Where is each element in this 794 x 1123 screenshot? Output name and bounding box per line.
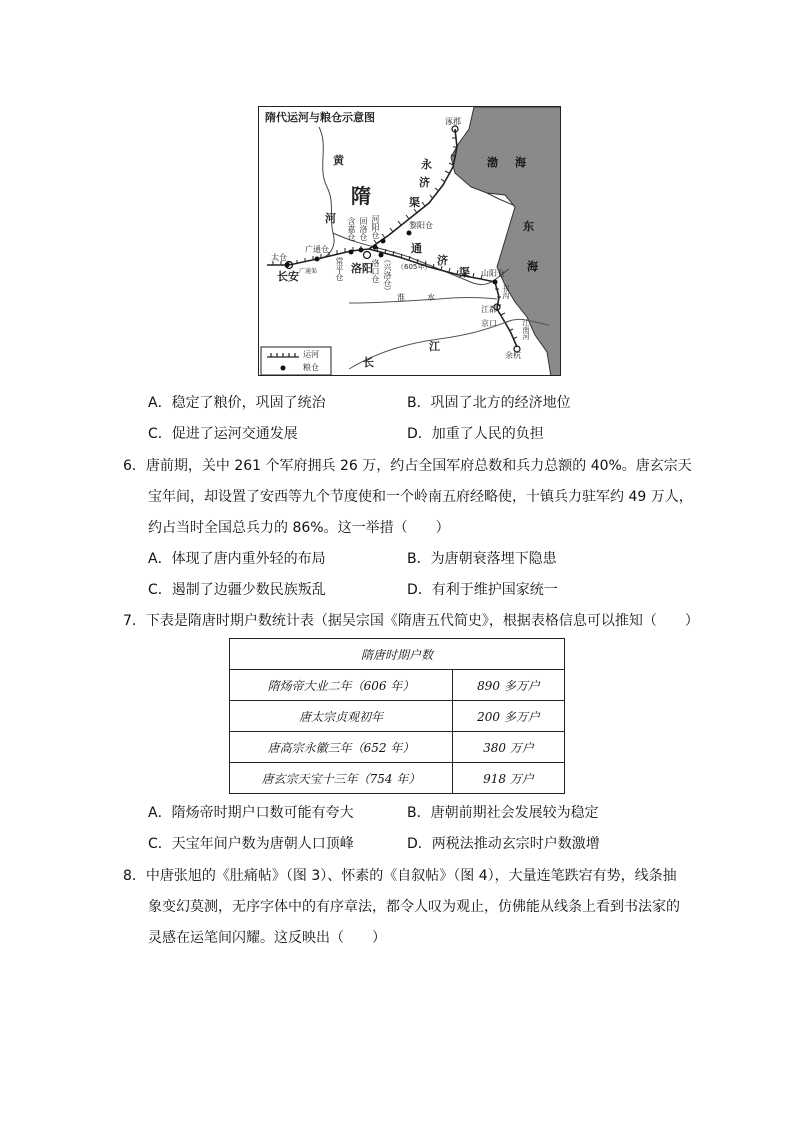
map-label-he: 河 [325,212,336,225]
option-text: 促进了运河交通发展 [171,426,298,442]
map-label-qu1: 渠 [409,196,420,209]
table-cell-period: 唐太宗贞观初年 [230,701,453,732]
map-label-year605: （605年） [397,263,432,271]
map-label-luoyang: 洛阳 [351,262,373,275]
option-letter: C． [148,836,172,852]
option-letter: B． [407,551,431,567]
map-label-huang: 黄 [333,154,344,167]
table-row [230,701,565,732]
table-cell-households: 890 多万户 [453,670,565,701]
option-text: 遏制了边疆少数民族叛乱 [171,582,326,598]
map-label-hangou: 邗沟 [502,285,510,299]
map-label-jiangnanhe: 江南河 [522,319,530,340]
table-cell-households: 918 万户 [453,763,565,794]
table-cell-households: 200 多万户 [453,701,565,732]
table-cell-households: 380 万户 [453,732,565,763]
option-text: 有利于维护国家统一 [431,582,558,598]
q5-option-b [407,393,571,413]
map-label-tong: 通 [411,242,422,255]
granary-liyang [407,231,412,236]
table-row [230,732,565,763]
q7-option-d [407,834,600,854]
table-cell-period: 隋炀帝大业二年（606 年） [230,670,453,701]
option-text: 稳定了粮价，巩固了统治 [171,395,326,411]
map-label-jiang: 江 [429,340,440,353]
q6-option-d [407,580,558,600]
city-luoyang [364,252,371,259]
q7-stem: 7．下表是隋唐时期户数统计表（据吴宗国《隋唐五代简史》，根据表格信息可以推知（ ） [123,613,699,629]
option-text: 体现了唐内重外轻的布局 [171,551,326,567]
map-label-guangtongqu: 广通渠 [299,268,318,275]
q6-stem-line3: 约占当时全国总兵力的 86%。这一举措（ ） [148,520,450,536]
legend-granary-symbol [281,366,286,371]
table-header: 隋唐时期户数 [230,639,565,670]
map-label-qu2: 渠 [459,266,470,279]
option-text: 天宝年间户数为唐朝人口顶峰 [171,836,354,852]
map-title: 隋代运河与粮仓示意图 [265,111,375,124]
yangtze-river [349,319,549,369]
q8-stem-line1: 8．中唐张旭的《肚痛帖》（图 3）、怀素的《自叙帖》（图 4），大量连笔跌宕有势，线条抽 [123,868,677,884]
option-text: 为唐朝衰落埋下隐患 [430,551,557,567]
map-label-donghai-hai: 海 [527,260,538,273]
granary-hanjia [359,248,364,253]
option-text: 加重了人民的负担 [431,426,544,442]
table-cell-period: 唐高宗永徽三年（652 年） [230,732,453,763]
sea-area [451,107,561,376]
table-row [230,670,565,701]
option-letter: C． [148,582,172,598]
q5-option-c [148,424,298,444]
granary-huiluo [373,245,378,250]
map-label-bo: 渤 [487,156,498,169]
map-label-shui: 水 [427,293,435,302]
household-statistics-table [229,638,565,794]
q6-option-c [148,580,326,600]
map-label-liyangcang: 黎阳仓 [409,221,433,230]
table-cell-period: 唐玄宗天宝十三年（754 年） [230,763,453,794]
map-label-huai: 淮 [397,293,405,302]
granary-changping [349,250,354,255]
q7-option-c [148,834,354,854]
legend-canal-label: 运河 [303,350,319,359]
map-label-ji2: 济 [437,254,448,267]
option-text: 唐朝前期社会发展较为稳定 [430,805,599,821]
option-letter: D． [407,582,432,598]
option-letter: A． [148,395,172,411]
map-label-changan: 长安 [277,270,299,283]
map-label-chang: 长 [363,356,374,369]
map-label-zhuojun: 涿郡 [445,117,461,126]
legend-granary-label: 粮仓 [303,363,319,372]
map-label-ji1: 济 [419,176,430,189]
option-letter: A． [148,805,172,821]
map-graphic [259,107,561,376]
map-label-hanjiacang: 含嘉仓 [347,217,356,241]
q5-option-a [148,393,326,413]
map-label-taicang: 太仓 [271,253,287,262]
q6-stem-line1: 6．唐前期，关中 261 个军府拥兵 26 万，约占全国军府总数和兵力总额的 40%。唐玄宗天 [123,458,692,474]
canal-granary-map [258,106,561,376]
map-label-jingkou: 京口 [481,319,497,328]
table-header-row [230,639,565,670]
map-label-changpingcang: 常平仓 [335,257,344,281]
map-label-shanyangcang: 山阳仓 [481,269,505,278]
option-text: 两税法推动玄宗时户数激增 [431,836,600,852]
map-label-guangtongcang: 广通仓 [305,245,329,254]
map-label-xingluocang: （兴洛仓） [383,255,392,295]
option-text: 巩固了北方的经济地位 [430,395,571,411]
map-label-huiluocang: 回洛仓 [359,217,368,241]
option-letter: B． [407,395,431,411]
granary-guangtong [315,257,320,262]
map-label-jiangdu: 江都 [481,305,497,314]
map-label-yong: 永 [421,158,432,171]
q6-stem-line2: 宝年间，却设置了安西等九个节度使和一个岭南五府经略使，十镇兵力驻军约 49 万人， [148,489,693,505]
map-label-bohai-hai: 海 [515,156,526,169]
q8-stem-line2: 象变幻莫测，无序字体中的有序章法，都令人叹为观止，仿佛能从线条上看到书法家的 [148,899,680,915]
map-label-yuhang: 余杭 [505,351,521,360]
q7-option-b [407,803,599,823]
map-label-luokoucang: 洛口仓 [371,259,380,283]
option-letter: A． [148,551,172,567]
map-country-label: 隋 [351,184,371,208]
option-text: 隋炀帝时期户口数可能有夸大 [171,805,354,821]
option-letter: B． [407,805,431,821]
granary-heyang [381,239,386,244]
yongji-canal [369,129,457,249]
q6-option-b [407,549,557,569]
option-letter: D． [407,836,432,852]
option-letter: D． [407,426,432,442]
granary-shanyang [493,280,498,285]
q5-option-d [407,424,544,444]
q7-option-a [148,803,354,823]
huai-river [349,298,497,304]
map-label-dong: 东 [523,220,534,233]
q6-option-a [148,549,326,569]
legend-box [261,347,331,375]
option-letter: C． [148,426,172,442]
table-row [230,763,565,794]
q8-stem-line3: 灵感在运笔间闪耀。这反映出（ ） [148,930,386,946]
map-label-heyangcang: 河阳仓 [371,215,380,239]
